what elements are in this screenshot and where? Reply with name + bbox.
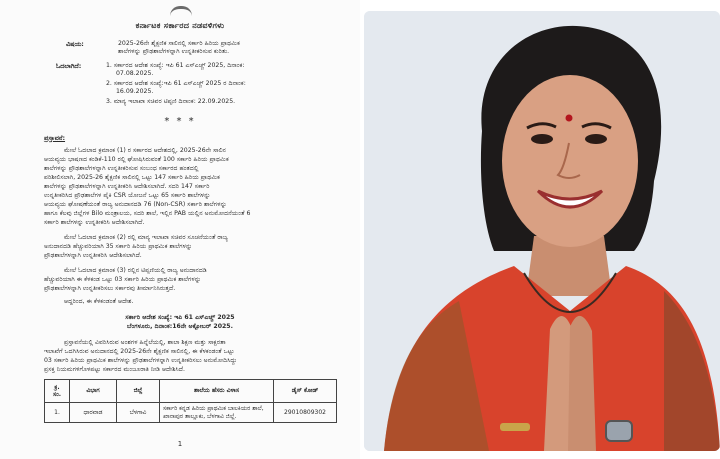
paragraph-line: ಮೇಲೆ ಓದಲಾದ ಕ್ರಮಾಂಕ (1) ರ ಸರ್ಕಾರದ ಆದೇಶದಲ್ಲಿ, 2025-26ನೇ ಸಾಲಿನ [64,147,226,154]
subject-line: 2025-26ನೇ ಶೈಕ್ಷಣಿಕ ಸಾಲಿನಲ್ಲಿ ಸರ್ಕಾರಿ ಹಿರಿಯ ಪ್ರಾಥಮಿಕ [118,40,240,47]
paragraph-line: ಆಯವ್ಯಯ ಭಾಷಣದ ಕಂಡಿಕೆ-110 ರಲ್ಲಿ ಘೋಷಿಸಿರುವಂತೆ 100 ಸರ್ಕಾರಿ ಹಿರಿಯ ಪ್ರಾಥಮಿಕ [44,156,229,163]
reference-line: 2. ಸರ್ಕಾರದ ಆದೇಶ ಸಂಖ್ಯೆ:ಇಪಿ 61 ಎಸ್ಎಚ್ಚ್ 2025 ರ ದಿನಾಂಕ: [106,80,246,87]
paragraph-line: ಪ್ರೌಢಶಾಲೆಗಳನ್ನಾಗಿ ಉನ್ನತೀಕರಿಸಲು ಸರ್ಕಾರವು ತೀರ್ಮಾನಿಸಿರುತ್ತದೆ. [44,285,176,292]
table-cell: ಸರ್ಕಾರಿ ಕನ್ನಡ ಹಿರಿಯ ಪ್ರಾಥಮಿಕ ಬಾಲಕಿಯರ ಶಾಲೆ, ಖಾನಾಪುರ ತಾಲ್ಲೂಕು, ಬೆಳಗಾವಿ ಜಿಲ್ಲೆ. [160,403,274,423]
left-eye [531,134,553,144]
paragraph-line: ಹಾಗೂ ಕೆಲವು ಜಿಲ್ಲೆಗಳ Bilo ಮಂತ್ರಾಲಯ, ಸದರಿ ಶಾಲೆ, ಇಲ್ಲಿನ PAB ಯಲ್ಲಿನ ಅನುಮೋದನೆಯಂತೆ 6 [44,210,251,217]
table-header-row [45,380,337,403]
paragraph-line: ಆದ್ದರಿಂದ, ಈ ಕೆಳಕಂಡಂತೆ ಆದೇಶ. [64,298,134,305]
paragraph-line: ಪ್ರೌಢಶಾಲೆಗಳನ್ನಾಗಿ ಉನ್ನತೀಕರಿಸಿ ಆದೇಶಿಸಲಾಗಿದೆ. [44,252,142,259]
table-cell: 29010809302 [274,403,337,423]
table-row [45,403,337,423]
preamble-label: ಪ್ರಸ್ತಾವನೆ: [44,134,66,142]
table-header: ಡೈಸ್ ಕೋಡ್ [274,380,337,403]
subject-line: ಶಾಲೆಗಳನ್ನು ಪ್ರೌಢಶಾಲೆಗಳನ್ನಾಗಿ ಉನ್ನತೀಕರಿಸುವ ಕುರಿತು. [118,48,230,55]
table-header: ಕ್ರ. ಸಂ. [45,380,70,403]
reference-label: ಓದಲಾಗಿದೆ: [56,62,82,70]
state-emblem-icon [170,6,192,21]
bangle [500,423,530,431]
order-heading: ಸರ್ಕಾರಿ ಆದೇಶ ಸಂಖ್ಯೆ: ಇಪಿ 61 ಎಸ್ಎಚ್ಚ್ 2025 [125,314,235,321]
table-cell: ಬೆಳಗಾವಿ [117,403,160,423]
bindi [566,115,573,122]
portrait-illustration [364,11,720,451]
table-header: ವಿಭಾಗ [70,380,117,403]
paragraph-line: ಶಾಲೆಗಳನ್ನು ಪ್ರೌಢಶಾಲೆಗಳನ್ನಾಗಿ ಉನ್ನತೀಕರಿಸಿ ಆದೇಶಿಸಲಾಗಿದೆ. ಸದರಿ 147 ಸರ್ಕಾರಿ [44,183,210,190]
page-number: 1 [177,440,183,448]
order-date: ಬೆಂಗಳೂರು, ದಿನಾಂಕ:16ನೇ ಅಕ್ಟೋಬರ್ 2025. [127,323,233,330]
order-body-line: ಪ್ರಸಕ್ತ ನಿಯಮಗಳಿಗೊಳಪಟ್ಟು ಸರ್ಕಾರದ ಮಂಜೂರಾತಿ ನೀಡಿ ಆದೇಶಿಸಿದೆ. [44,366,185,373]
paragraph-line: ಮೇಲೆ ಓದಲಾದ ಕ್ರಮಾಂಕ (3) ರಲ್ಲಿನ ಟಿಪ್ಪಣಿಯಲ್ಲಿ ರಾಜ್ಯ ಅನುದಾನದಡಿ [64,267,207,274]
paragraph-line: ಆಯವ್ಯಯ ಘೋಷಣೆಯಂತೆ ರಾಜ್ಯ ಅನುದಾನದಡಿ 76 (Non-CSR) ಸರ್ಕಾರಿ ಶಾಲೆಗಳನ್ನು [44,201,227,208]
order-body-line: ಇಲಾಖೆಗೆ ಒದಗಿಸಿರುವ ಅನುದಾನದಲ್ಲಿ 2025-26ನೇ ಶೈಕ್ಷಣಿಕ ಸಾಲಿನಲ್ಲಿ, ಈ ಕೆಳಕಂಡಂತೆ ಒಟ್ಟು [44,348,235,355]
paragraph-line: ಶಾಲೆಗಳನ್ನು ಪ್ರೌಢಶಾಲೆಗಳನ್ನಾಗಿ ಉನ್ನತೀಕರಿಸುವ ಸಂಬಂಧ ಸರ್ಕಾರದ ಹಂತದಲ್ಲಿ [44,165,199,172]
paragraph-line: ಸರ್ಕಾರಿ ಶಾಲೆಗಳನ್ನು ಉನ್ನತೀಕರಿಸಿ ಆದೇಶಿಸಲಾಗಿದೆ. [44,219,145,226]
table-cell: ಧಾರವಾಡ [70,403,117,423]
subject-label: ವಿಷಯ: [66,40,84,48]
reference-line: 1. ಸರ್ಕಾರದ ಆದೇಶ ಸಂಖ್ಯೆ: ಇಪಿ 61 ಎಸ್ಎಚ್ಚ್ 2025, ದಿನಾಂಕ: [106,62,245,69]
separator-stars: * * * [164,116,196,127]
paragraph-line: ಹೆಚ್ಚುವರಿಯಾಗಿ ಈ ಕೆಳಕಂಡ ಒಟ್ಟು 03 ಸರ್ಕಾರಿ ಹಿರಿಯ ಪ್ರಾಥಮಿಕ ಶಾಲೆಗಳನ್ನು [44,276,201,283]
reference-line: 3. ಮಾನ್ಯ ಇಲಾಖಾ ಸಚಿವರ ಟಿಪ್ಪಣಿ ದಿನಾಂಕ: 22.09.2025. [106,98,236,105]
paragraph-line: ಉನ್ನತೀಕರಿಸಿದ ಪ್ರೌಢಶಾಲೆಗಳ ಪೈಕಿ CSR ಯೋಜನೆ ಒಟ್ಟು 65 ಸರ್ಕಾರಿ ಶಾಲೆಗಳನ್ನು [44,192,211,199]
document-title: ಕರ್ನಾಟಕ ಸರ್ಕಾರದ ನಡವಳಿಗಳು [135,21,225,30]
school-table [44,379,337,423]
reference-line: 07.08.2025. [116,70,154,77]
face [502,75,638,247]
right-eye [585,134,607,144]
table-header: ಜಿಲ್ಲೆ [117,380,160,403]
reference-line: 16.09.2025. [116,88,154,95]
paragraph-line: ಪರಿಶೀಲಿಸಲಾಗಿ, 2025-26 ಶೈಕ್ಷಣಿಕ ಸಾಲಿನಲ್ಲಿ ಒಟ್ಟು 147 ಸರ್ಕಾರಿ ಹಿರಿಯ ಪ್ರಾಥಮಿಕ [44,174,220,181]
folded-hands [568,316,596,451]
paragraph-line: ಮೇಲೆ ಓದಲಾದ ಕ್ರಮಾಂಕ (2) ರಲ್ಲಿ ಮಾನ್ಯ ಇಲಾಖಾ ಸಚಿವರ ಸೂಚನೆಯಂತೆ ರಾಜ್ಯ [64,234,228,241]
table-cell: 1. [45,403,70,423]
portrait-photo [364,11,720,451]
order-body-line: 03 ಸರ್ಕಾರಿ ಹಿರಿಯ ಪ್ರಾಥಮಿಕ ಶಾಲೆಗಳನ್ನು ಪ್ರೌಢಶಾಲೆಗಳನ್ನಾಗಿ ಉನ್ನತೀಕರಿಸಲು ಅನುಮೋದಿಸಿದ್ದು [44,357,237,364]
order-body-line: ಪ್ರಸ್ತಾವನೆಯಲ್ಲಿ ವಿವರಿಸಿರುವ ಅಂಶಗಳ ಹಿನ್ನೆಲೆಯಲ್ಲಿ, ಶಾಲಾ ಶಿಕ್ಷಣ ಮತ್ತು ಸಾಕ್ಷರತಾ [64,339,226,346]
paragraph-line: ಅನುದಾನದಡಿ ಹೆಚ್ಚುವರಿಯಾಗಿ 35 ಸರ್ಕಾರಿ ಹಿರಿಯ ಪ್ರಾಥಮಿಕ ಶಾಲೆಗಳನ್ನು [44,243,193,250]
table-header: ಶಾಲೆಯ ಹೆಸರು ವಿಳಾಸ [160,380,274,403]
wrist-watch [606,421,632,441]
